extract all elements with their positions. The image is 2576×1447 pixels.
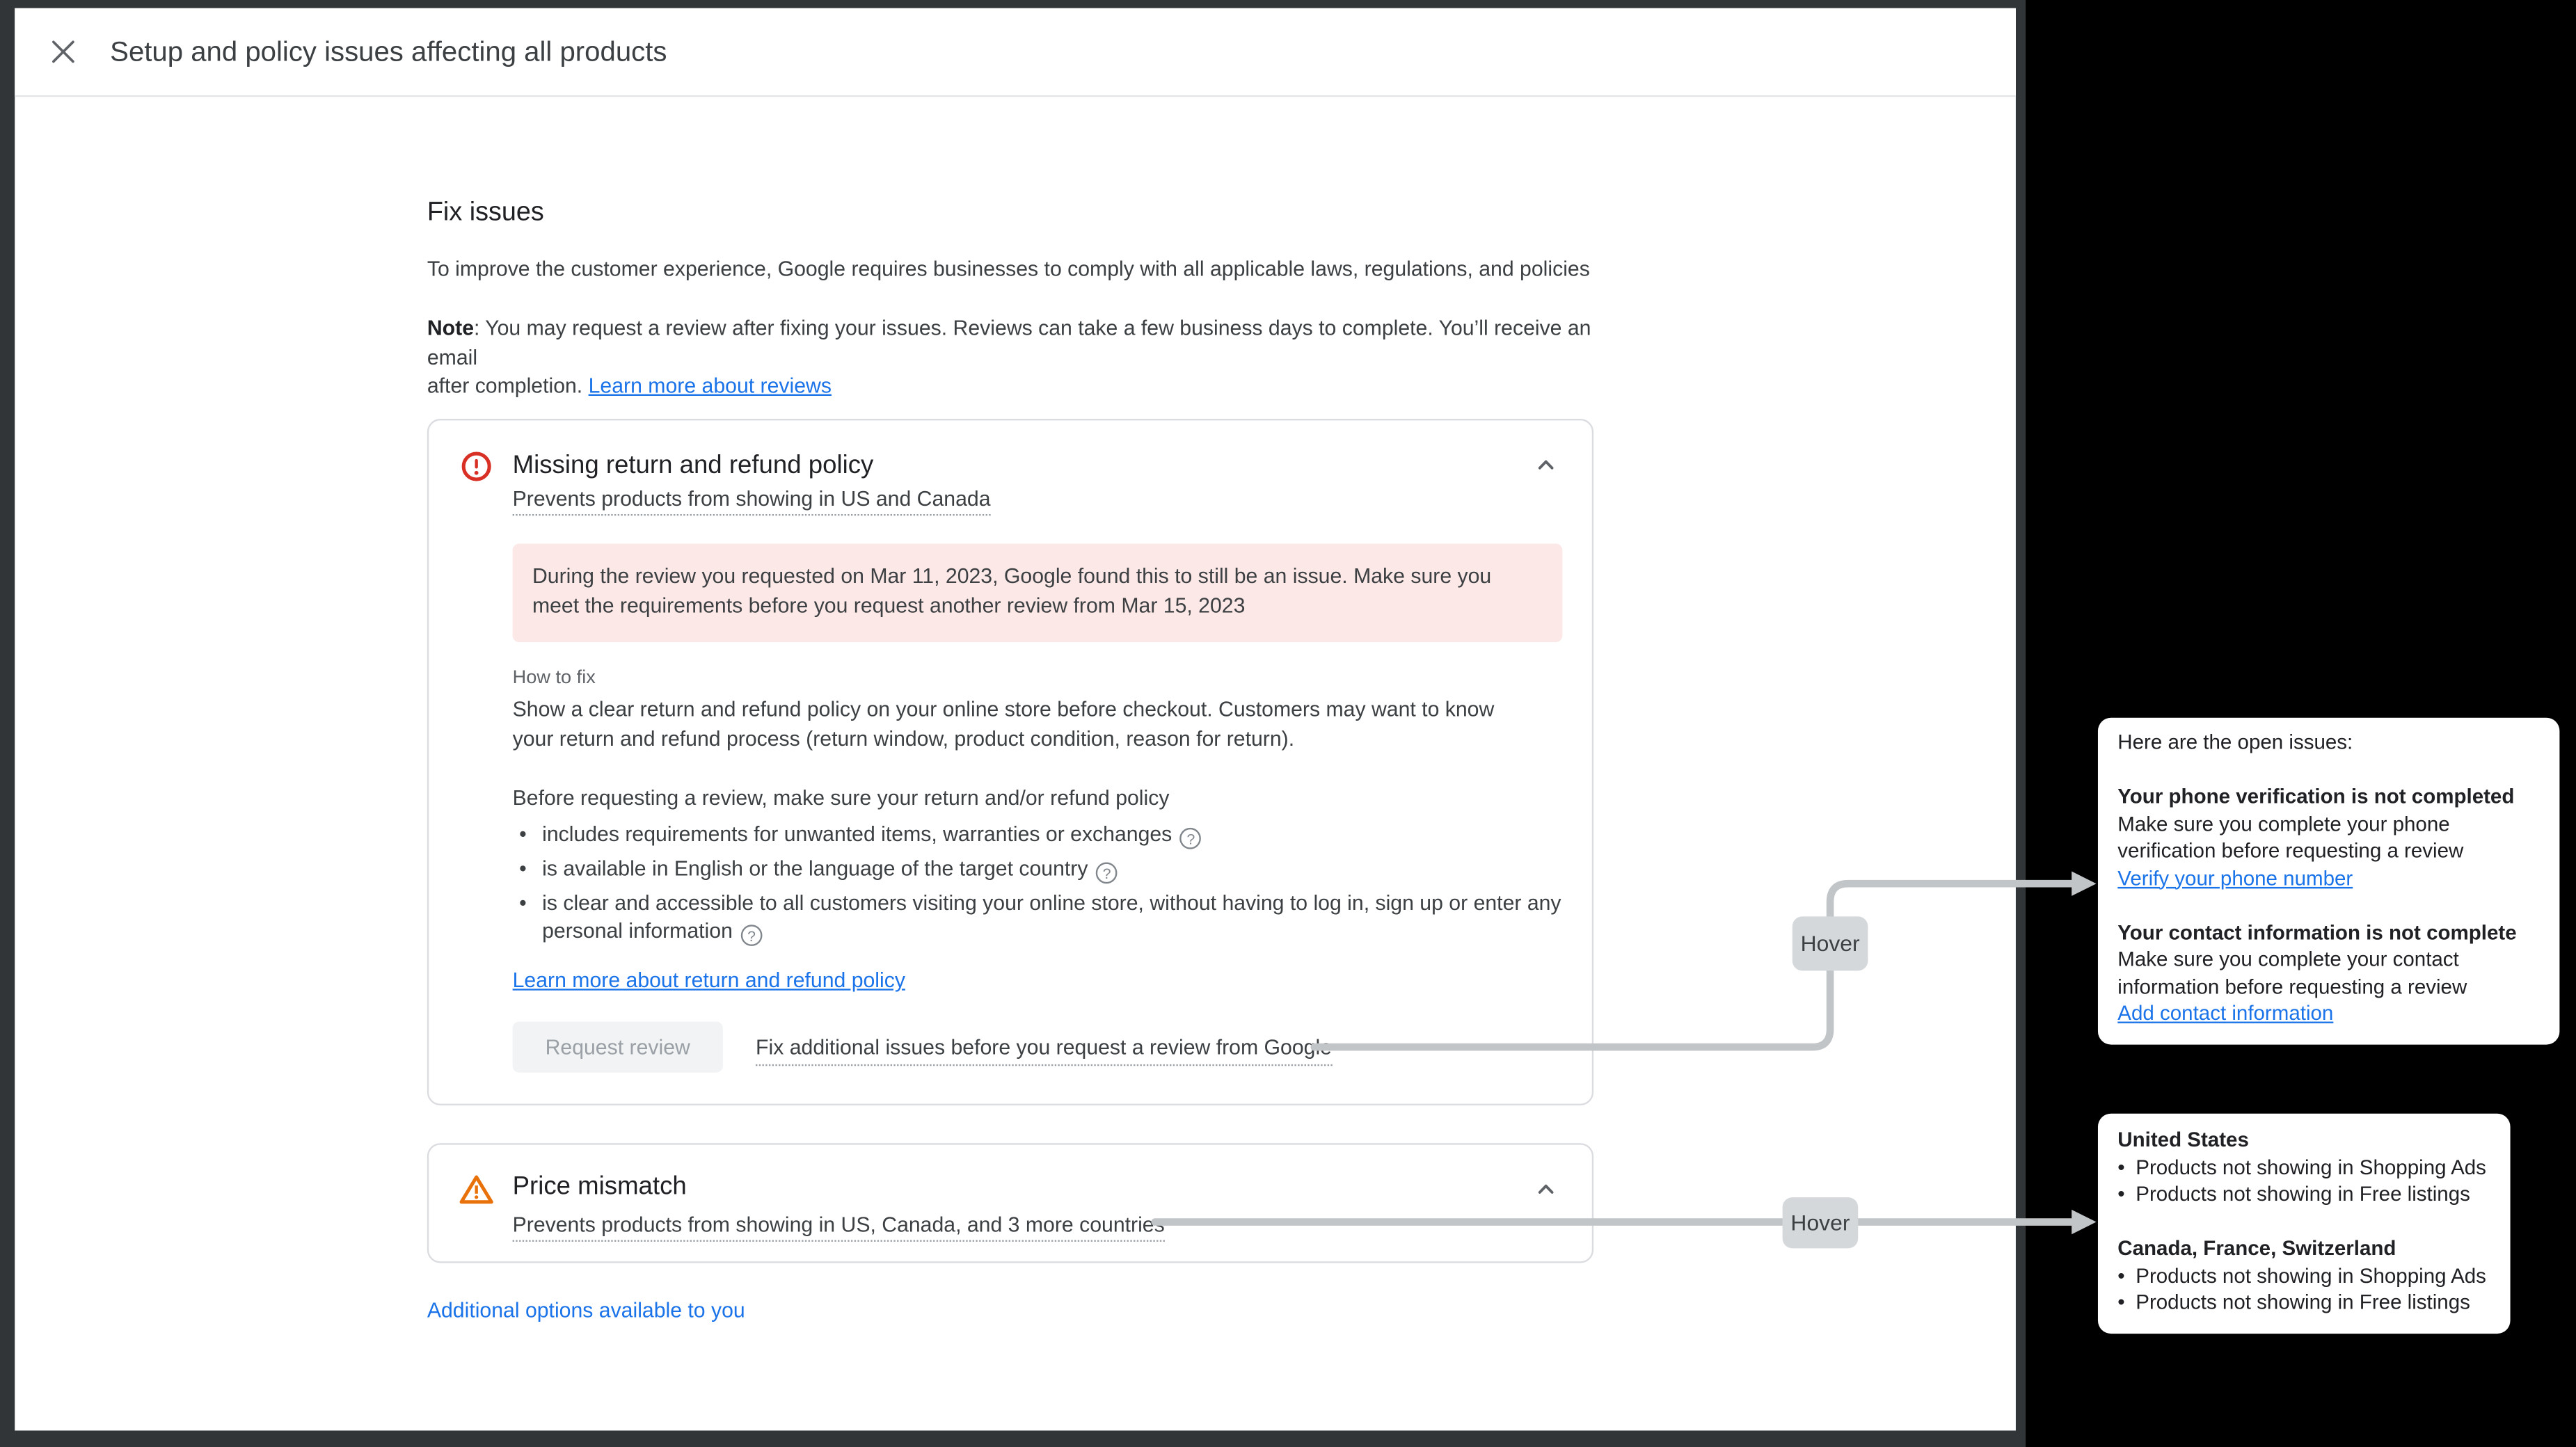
issue-card-price-mismatch <box>427 1143 1593 1263</box>
warning-icon <box>459 1171 495 1207</box>
close-icon[interactable] <box>49 38 77 65</box>
tooltip-open-issues <box>2098 718 2559 1044</box>
tooltip-item-title: Your phone verification is not completed <box>2117 785 2515 808</box>
tooltip-item-title: Your contact information is not complete <box>2117 920 2517 944</box>
learn-more-reviews-link[interactable]: Learn more about reviews <box>588 372 832 398</box>
chevron-up-icon[interactable] <box>1531 1174 1560 1204</box>
request-review-button[interactable]: Request review <box>513 1022 723 1073</box>
setup-policy-dialog <box>15 8 2016 1431</box>
dialog-header <box>15 8 2016 97</box>
list-item: • Products not showing in Free listings <box>2117 1181 2490 1208</box>
how-to-fix-label: How to fix <box>512 668 596 689</box>
intro-text: To improve the customer experience, Google requires businesses to comply with all applicable laws, regulations, and policies <box>427 256 1590 281</box>
tooltip-intro: Here are the open issues: <box>2117 730 2353 754</box>
verify-phone-link[interactable]: Verify your phone number <box>2117 866 2353 890</box>
bullet-icon: • <box>519 890 527 916</box>
review-alert-banner: During the review you requested on Mar 11, 2023, Google found this to still be an issue. Make sure you meet the requirements before you request another review from Mar 15, 2023 <box>513 543 1563 642</box>
fix-issues-heading: Fix issues <box>427 198 544 227</box>
list-item: • Products not showing in Shopping Ads <box>2117 1154 2490 1181</box>
help-icon[interactable]: ? <box>1180 828 1202 849</box>
hover-annotation-1: Hover <box>1792 916 1868 970</box>
bullet-text: is available in English or the language of the target country ? <box>542 854 1118 884</box>
tooltip-item-link-wrap <box>2117 865 2540 892</box>
add-contact-link[interactable]: Add contact information <box>2117 1002 2334 1025</box>
bullet-text: includes requirements for unwanted items, warranties or exchanges ? <box>542 820 1202 849</box>
chevron-up-icon[interactable] <box>1531 450 1560 479</box>
note-body-1: : You may request a review after fixing your issues. Reviews can take a few business days to complete. You’ll receive an email <box>427 315 1591 369</box>
country-group-title: Canada, France, Switzerland <box>2117 1236 2396 1260</box>
list-item: • Products not showing in Shopping Ads <box>2117 1262 2490 1289</box>
dialog-title: Setup and policy issues affecting all products <box>110 35 667 67</box>
list-item: • Products not showing in Free listings <box>2117 1289 2490 1316</box>
issue-title: Missing return and refund policy <box>512 451 874 480</box>
country-group-title: United States <box>2117 1128 2249 1152</box>
additional-options-wrap <box>427 1297 745 1322</box>
help-icon[interactable]: ? <box>741 925 763 946</box>
additional-options-link[interactable]: Additional options available to you <box>427 1297 745 1322</box>
bullet-text: is clear and accessible to all customers visiting your online store, without having to log in, sign up or enter any personal information ? <box>542 888 1584 946</box>
bullet-icon: • <box>2117 1182 2125 1206</box>
error-icon <box>460 450 493 483</box>
connector-arrowhead-1 <box>2072 871 2096 895</box>
note-label: Note <box>427 315 474 340</box>
note-text <box>427 314 1603 400</box>
list-item <box>519 854 1584 884</box>
learn-more-return-refund-wrap <box>513 968 905 992</box>
bullet-icon: • <box>2117 1290 2125 1314</box>
learn-more-return-refund-link[interactable]: Learn more about return and refund policy <box>512 967 905 993</box>
how-to-fix-text: Show a clear return and refund policy on your online store before checkout. Customers may want to know your return and refund process (return window, product condition, reason for return). <box>512 696 1495 750</box>
checklist <box>519 820 1584 946</box>
tooltip-item-body: Make sure you complete your contact information before requesting a review <box>2117 948 2467 998</box>
connector-arrowhead-2 <box>2072 1210 2096 1234</box>
issue-subtitle-tooltip-trigger[interactable]: Prevents products from showing in US, Canada, and 3 more countries <box>513 1212 1165 1241</box>
bullet-icon: • <box>519 856 527 881</box>
list-item <box>519 820 1584 849</box>
note-body-2: after completion. <box>427 372 583 398</box>
help-icon[interactable]: ? <box>1096 863 1118 884</box>
tooltip-item-body: Make sure you complete your phone verification before requesting a review <box>2117 812 2464 863</box>
bullet-icon: • <box>2117 1155 2125 1178</box>
checklist-intro: Before requesting a review, make sure your return and/or refund policy <box>512 785 1170 810</box>
fix-additional-issues-tooltip-trigger[interactable]: Fix additional issues before you request a review from Google <box>756 1034 1332 1066</box>
issue-subtitle-tooltip-trigger[interactable]: Prevents products from showing in US and Canada <box>513 486 991 515</box>
issue-title: Price mismatch <box>512 1172 687 1201</box>
bullet-icon: • <box>519 821 527 846</box>
tooltip-item-link-wrap <box>2117 1000 2540 1028</box>
tooltip-countries <box>2098 1114 2511 1333</box>
hover-annotation-2: Hover <box>1783 1197 1859 1248</box>
bullet-icon: • <box>2117 1263 2125 1287</box>
issue-card-return-policy <box>427 419 1593 1105</box>
list-item <box>519 888 1584 946</box>
